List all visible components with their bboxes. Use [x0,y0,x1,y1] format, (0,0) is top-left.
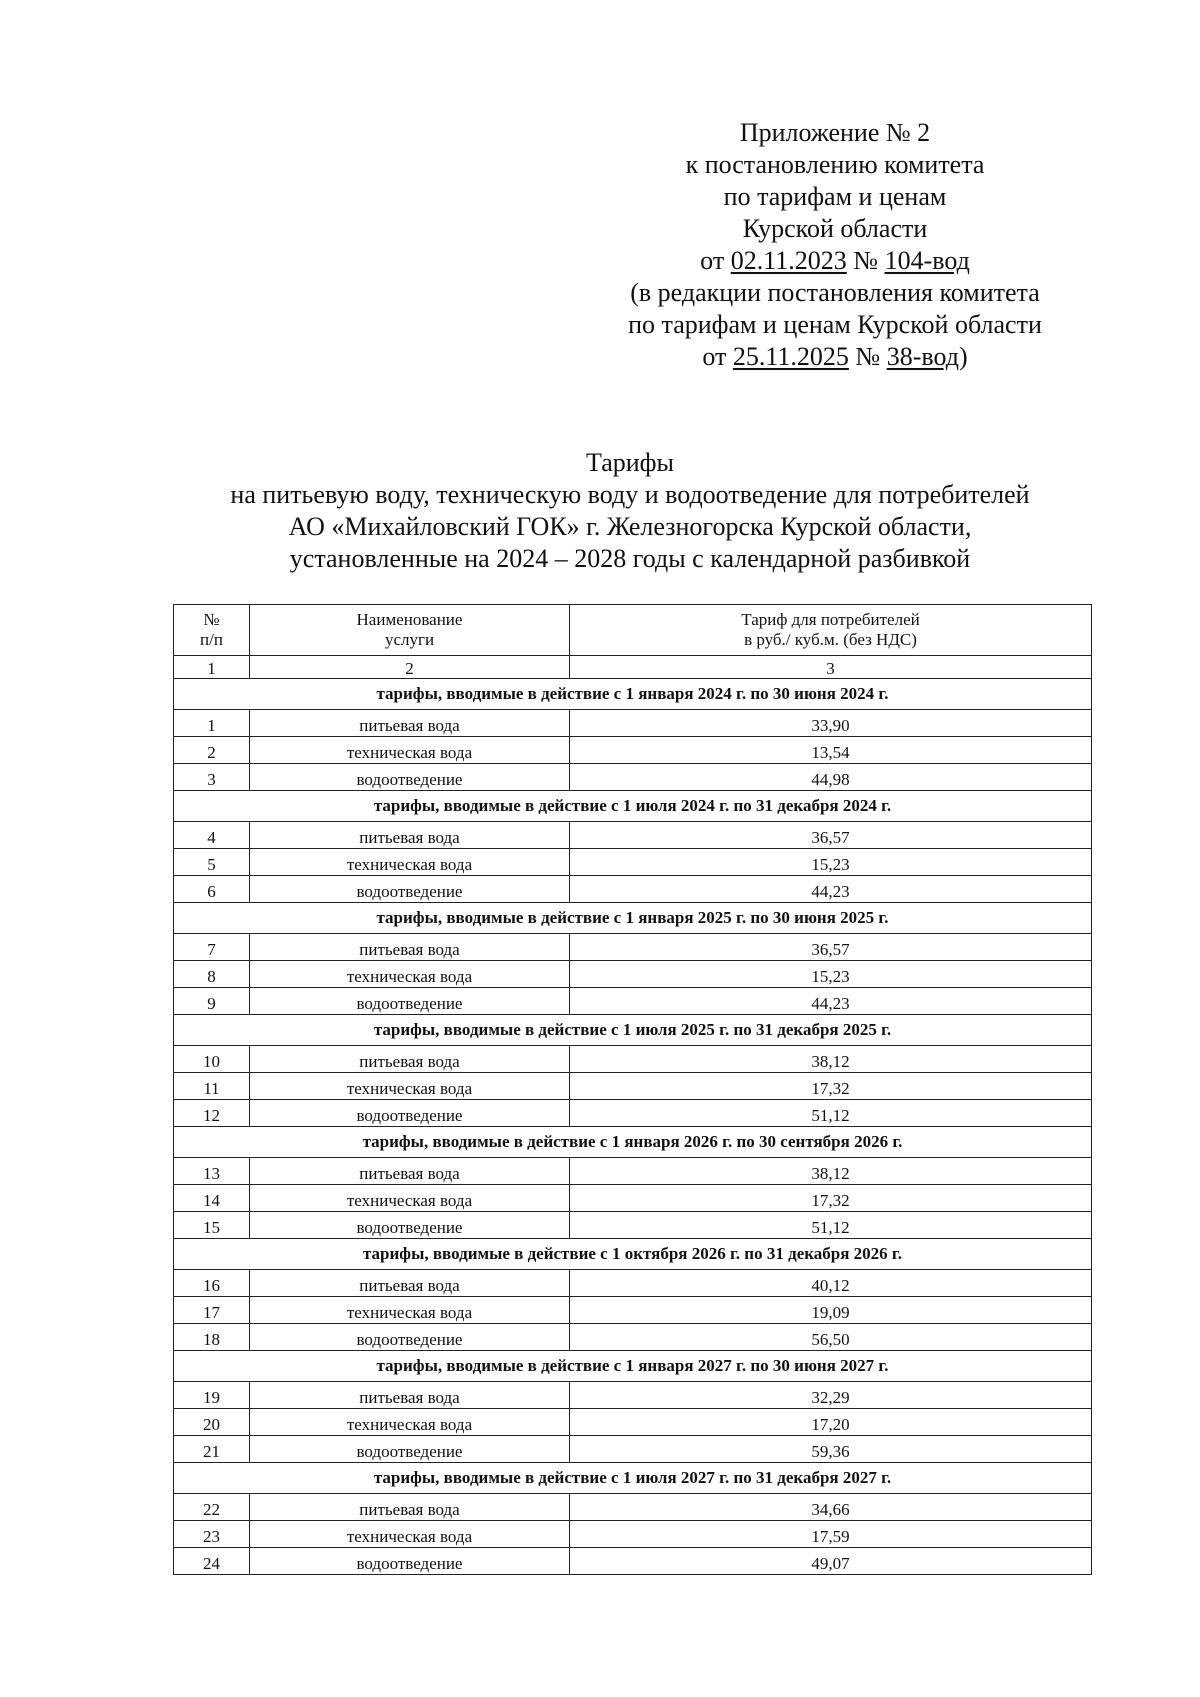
row-number: 20 [174,1409,250,1436]
service-name: техническая вода [250,961,570,988]
service-name: питьевая вода [250,710,570,737]
period-header-row [174,1239,1092,1270]
row-number: 9 [174,988,250,1015]
column-number-1: 1 [174,656,250,679]
period-header-row [174,679,1092,710]
tariff-value: 38,12 [570,1046,1092,1073]
header-service-line-2: услуги [384,630,435,649]
period-label: тарифы, вводимые в действие с 1 июля 2024 г. по 31 декабря 2024 г. [174,791,1092,822]
annex-line-8-suffix: ) [958,342,968,371]
annex-line-6: (в редакции постановления комитета [630,278,1040,307]
service-name: техническая вода [250,1521,570,1548]
period-header-row [174,903,1092,934]
annex-line-8-mid: № [848,342,887,371]
row-number: 22 [174,1494,250,1521]
period-label: тарифы, вводимые в действие с 1 июля 2025 г. по 31 декабря 2025 г. [174,1015,1092,1046]
service-name: техническая вода [250,1297,570,1324]
annex-line-4: Курской области [742,214,928,243]
header-number [174,605,250,656]
service-name: техническая вода [250,1409,570,1436]
service-name: водоотведение [250,876,570,903]
service-name: техническая вода [250,1073,570,1100]
tariff-value: 13,54 [570,737,1092,764]
row-number: 14 [174,1185,250,1212]
table-row [174,1521,1092,1548]
header-service-line-1: Наименование [356,610,463,629]
period-label: тарифы, вводимые в действие с 1 июля 2027 г. по 31 декабря 2027 г. [174,1463,1092,1494]
period-header-row [174,1015,1092,1046]
service-name: питьевая вода [250,1494,570,1521]
tariff-value: 15,23 [570,961,1092,988]
row-number: 2 [174,737,250,764]
row-number: 17 [174,1297,250,1324]
tariff-value: 19,09 [570,1297,1092,1324]
period-label: тарифы, вводимые в действие с 1 января 2025 г. по 30 июня 2025 г. [174,903,1092,934]
header-tariff-line-1: Тариф для потребителей [741,610,920,629]
amendment-number: 38-вод [886,342,959,371]
table-row [174,1100,1092,1127]
table-row [174,1324,1092,1351]
table-row [174,710,1092,737]
annex-line-3: по тарифам и ценам [723,182,947,211]
header-number-line-2: п/п [200,630,223,649]
tariff-value: 15,23 [570,849,1092,876]
tariff-value: 44,23 [570,876,1092,903]
annex-line-5-mid: № [846,246,885,275]
title-line-1: Тарифы [585,448,674,477]
row-number: 4 [174,822,250,849]
row-number: 16 [174,1270,250,1297]
tariff-value: 40,12 [570,1270,1092,1297]
tariff-value: 32,29 [570,1382,1092,1409]
tariff-value: 17,20 [570,1409,1092,1436]
table-row [174,822,1092,849]
table-row [174,1212,1092,1239]
annex-line-7: по тарифам и ценам Курской области [628,310,1042,339]
row-number: 24 [174,1548,250,1575]
service-name: питьевая вода [250,822,570,849]
table-row [174,1494,1092,1521]
tariff-value: 44,23 [570,988,1092,1015]
period-header-row [174,1351,1092,1382]
annex-line-5 [600,245,1070,277]
table-row [174,737,1092,764]
resolution-number: 104-вод [884,246,970,275]
annex-line-8-prefix: от [702,342,733,371]
tariffs-table-body [174,679,1092,1575]
service-name: водоотведение [250,1212,570,1239]
tariff-value: 51,12 [570,1100,1092,1127]
title-line-3: АО «Михайловский ГОК» г. Железногорска Курской области, [288,512,972,541]
annex-line-2: к постановлению комитета [685,150,985,179]
tariffs-table [173,604,1092,1575]
row-number: 18 [174,1324,250,1351]
annex-header [600,117,1070,373]
tariff-value: 56,50 [570,1324,1092,1351]
service-name: питьевая вода [250,934,570,961]
row-number: 11 [174,1073,250,1100]
period-header-row [174,1127,1092,1158]
tariff-value: 49,07 [570,1548,1092,1575]
period-label: тарифы, вводимые в действие с 1 октября 2026 г. по 31 декабря 2026 г. [174,1239,1092,1270]
row-number: 1 [174,710,250,737]
table-row [174,1382,1092,1409]
column-numbers-row [174,656,1092,679]
service-name: питьевая вода [250,1158,570,1185]
header-tariff [570,605,1092,656]
tariff-value: 17,59 [570,1521,1092,1548]
row-number: 6 [174,876,250,903]
service-name: водоотведение [250,988,570,1015]
header-tariff-line-2: в руб./ куб.м. (без НДС) [744,630,917,649]
resolution-date: 02.11.2023 [730,246,847,275]
table-row [174,876,1092,903]
table-row [174,1409,1092,1436]
table-header-row [174,605,1092,656]
table-row [174,1158,1092,1185]
service-name: водоотведение [250,1100,570,1127]
table-row [174,1436,1092,1463]
period-label: тарифы, вводимые в действие с 1 января 2027 г. по 30 июня 2027 г. [174,1351,1092,1382]
amendment-date: 25.11.2025 [732,342,849,371]
row-number: 13 [174,1158,250,1185]
annex-title: Приложение № 2 [739,118,931,147]
row-number: 15 [174,1212,250,1239]
table-row [174,849,1092,876]
service-name: водоотведение [250,1548,570,1575]
table-row [174,961,1092,988]
header-service [250,605,570,656]
service-name: питьевая вода [250,1382,570,1409]
column-number-2: 2 [250,656,570,679]
tariff-value: 36,57 [570,934,1092,961]
period-label: тарифы, вводимые в действие с 1 января 2026 г. по 30 сентября 2026 г. [174,1127,1092,1158]
table-row [174,1548,1092,1575]
service-name: техническая вода [250,737,570,764]
table-row [174,1073,1092,1100]
table-row [174,1270,1092,1297]
row-number: 23 [174,1521,250,1548]
service-name: водоотведение [250,764,570,791]
annex-line-8 [600,341,1070,373]
row-number: 19 [174,1382,250,1409]
service-name: водоотведение [250,1324,570,1351]
period-header-row [174,1463,1092,1494]
service-name: питьевая вода [250,1270,570,1297]
annex-line-5-prefix: от [700,246,731,275]
row-number: 5 [174,849,250,876]
service-name: техническая вода [250,1185,570,1212]
row-number: 8 [174,961,250,988]
table-row [174,764,1092,791]
tariff-value: 51,12 [570,1212,1092,1239]
tariff-value: 17,32 [570,1185,1092,1212]
row-number: 12 [174,1100,250,1127]
period-header-row [174,791,1092,822]
tariff-value: 33,90 [570,710,1092,737]
tariff-value: 44,98 [570,764,1092,791]
row-number: 3 [174,764,250,791]
table-row [174,934,1092,961]
tariff-value: 38,12 [570,1158,1092,1185]
table-row [174,988,1092,1015]
title-line-4: установленные на 2024 – 2028 годы с календарной разбивкой [289,544,971,573]
row-number: 21 [174,1436,250,1463]
service-name: водоотведение [250,1436,570,1463]
title-line-2: на питьевую воду, техническую воду и водоотведение для потребителей [230,480,1030,509]
service-name: техническая вода [250,849,570,876]
row-number: 10 [174,1046,250,1073]
table-row [174,1185,1092,1212]
table-row [174,1046,1092,1073]
header-number-line-1: № [203,610,220,629]
tariff-value: 34,66 [570,1494,1092,1521]
tariff-value: 59,36 [570,1436,1092,1463]
period-label: тарифы, вводимые в действие с 1 января 2024 г. по 30 июня 2024 г. [174,679,1092,710]
row-number: 7 [174,934,250,961]
column-number-3: 3 [570,656,1092,679]
service-name: питьевая вода [250,1046,570,1073]
tariff-value: 36,57 [570,822,1092,849]
document-title [180,447,1080,575]
table-row [174,1297,1092,1324]
tariff-value: 17,32 [570,1073,1092,1100]
